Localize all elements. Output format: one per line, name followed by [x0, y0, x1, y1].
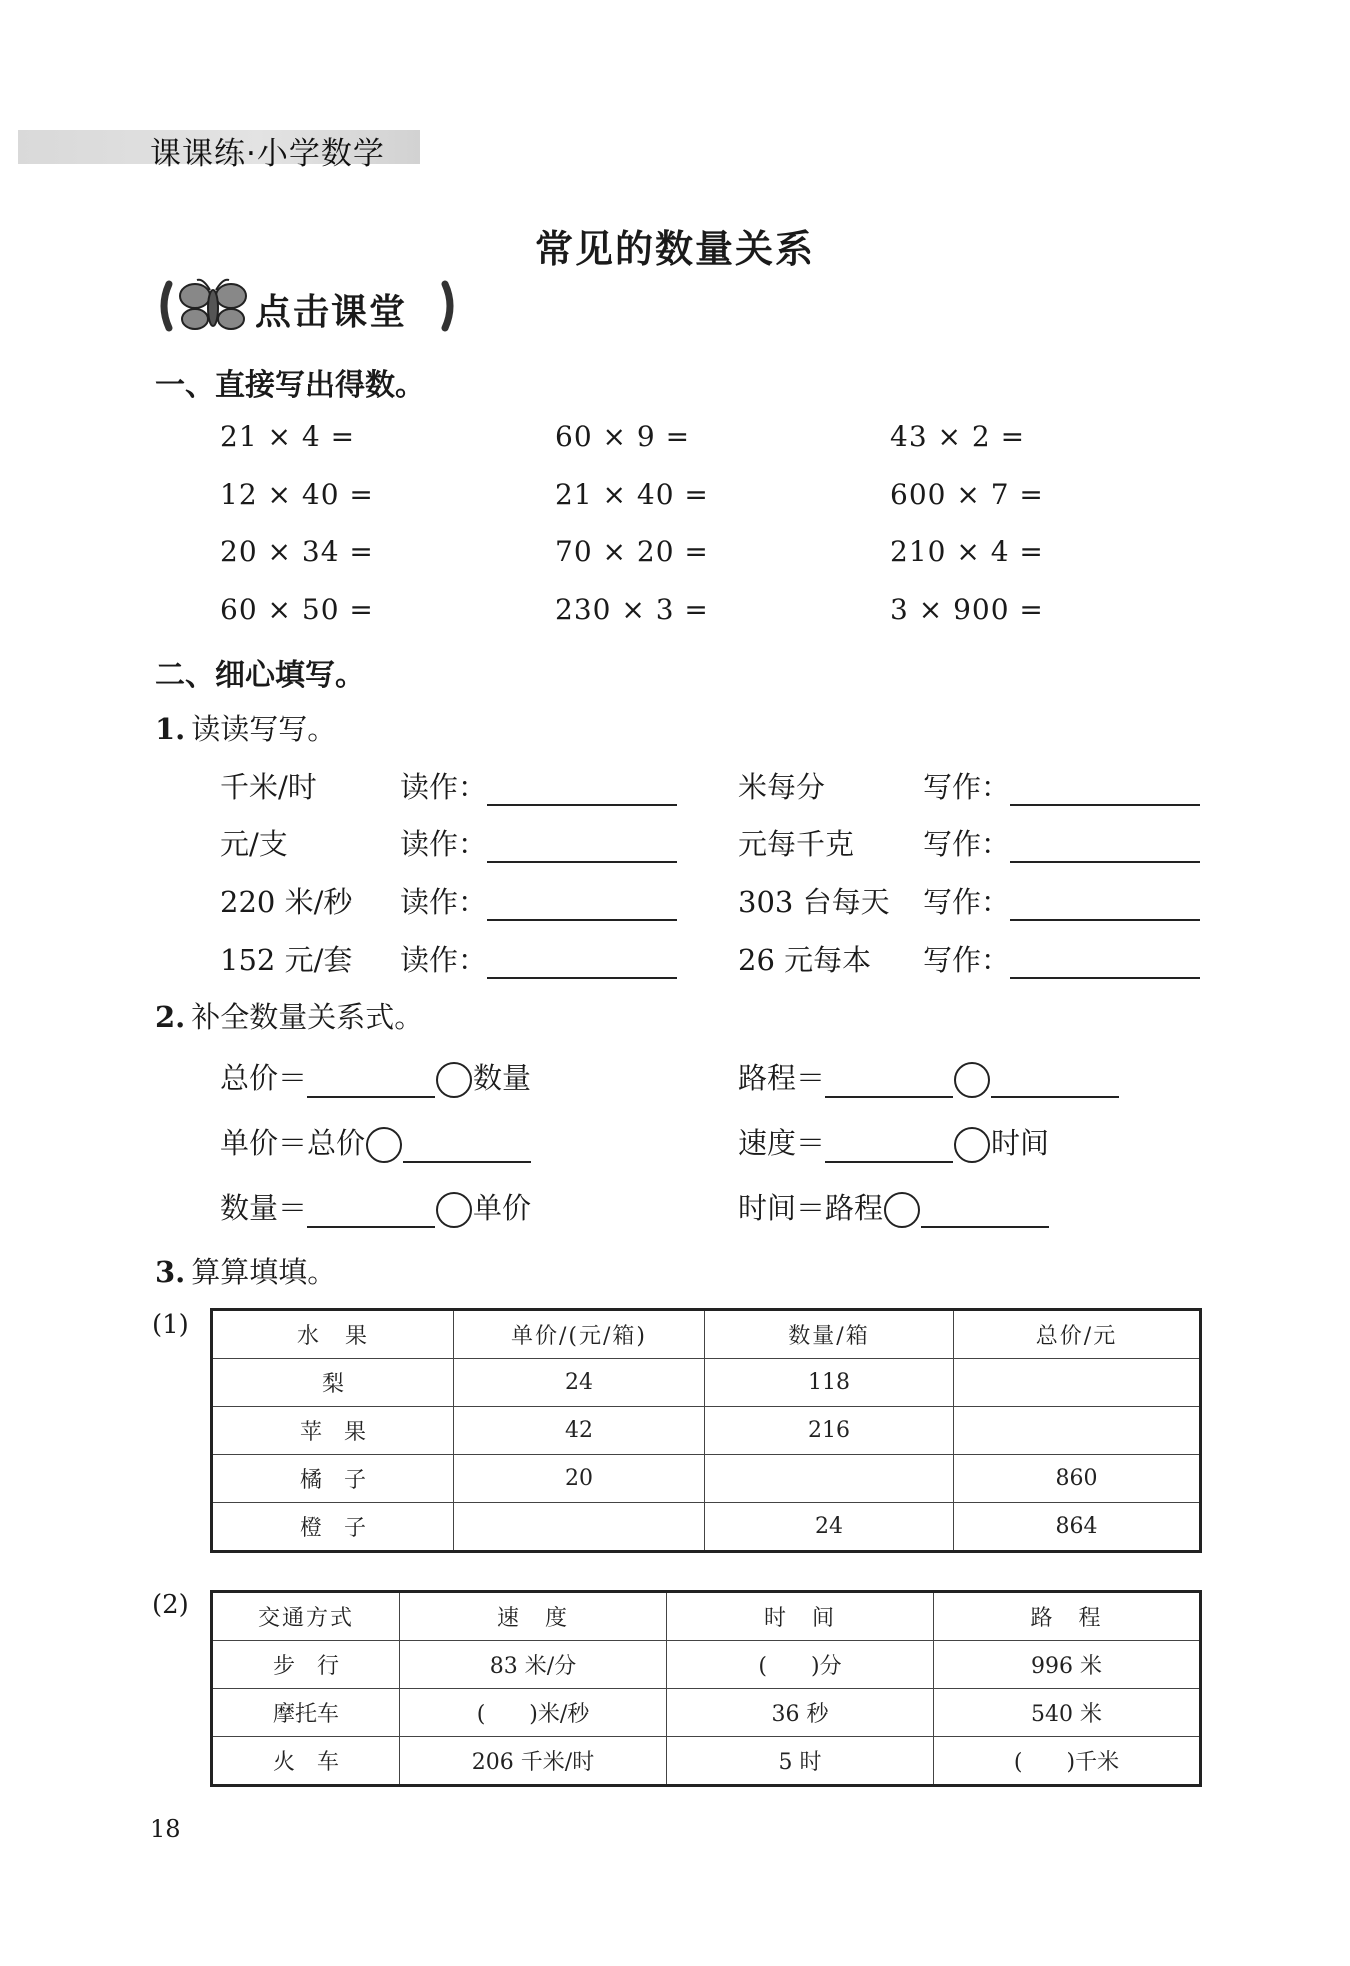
- table-cell-blank[interactable]: [705, 1455, 954, 1503]
- table-cell-blank[interactable]: ( )千米: [934, 1737, 1201, 1786]
- unit-term: 元/支: [220, 827, 288, 861]
- answer-blank[interactable]: [1010, 831, 1200, 863]
- table-row: [212, 1641, 1201, 1689]
- table-row: [212, 1407, 1201, 1455]
- answer-blank[interactable]: [487, 889, 677, 921]
- table-cell: 5 时: [667, 1737, 934, 1786]
- answer-blank[interactable]: [1010, 947, 1200, 979]
- answer-blank[interactable]: [921, 1196, 1049, 1228]
- answer-blank[interactable]: [825, 1066, 953, 1098]
- read-write-left: [220, 880, 677, 921]
- unit-term: 千米/时: [220, 770, 317, 804]
- table-cell: 摩托车: [212, 1689, 400, 1737]
- table-cell: 216: [705, 1407, 954, 1455]
- write-prompt: 写作：: [923, 770, 1011, 804]
- operator-circle[interactable]: [436, 1192, 472, 1228]
- formula-total-price: [220, 1056, 531, 1098]
- formula-unit-price: [220, 1121, 531, 1163]
- table-1-label: (1): [152, 1310, 189, 1340]
- butterfly-icon: [180, 280, 246, 329]
- operator-circle[interactable]: [884, 1192, 920, 1228]
- table-header-cell: 时 间: [667, 1592, 934, 1641]
- table-cell: 苹 果: [212, 1407, 454, 1455]
- table-cell: 橙 子: [212, 1503, 454, 1552]
- table-row: [212, 1455, 1201, 1503]
- read-write-left: [220, 938, 677, 979]
- calc-item: 43 × 2 =: [890, 420, 1026, 453]
- section2-heading: 二、细心填写。: [155, 658, 365, 693]
- table-cell: 206 千米/时: [400, 1737, 667, 1786]
- table-cell: 梨: [212, 1359, 454, 1407]
- table-header-cell: 交通方式: [212, 1592, 400, 1641]
- read-prompt: 读作：: [400, 943, 488, 977]
- answer-blank[interactable]: [825, 1131, 953, 1163]
- table-row: [212, 1737, 1201, 1786]
- table-header-cell: 速 度: [400, 1592, 667, 1641]
- answer-blank[interactable]: [1010, 774, 1200, 806]
- read-prompt: 读作：: [400, 885, 488, 919]
- unit-term: 米每分: [738, 770, 826, 804]
- table-cell: 24: [705, 1503, 954, 1552]
- formula-text: 总价＝: [220, 1061, 308, 1095]
- calc-item: 230 × 3 =: [555, 593, 709, 626]
- table-cell: 24: [454, 1359, 705, 1407]
- question-2-heading: [155, 995, 423, 1036]
- transport-table: [210, 1590, 1202, 1787]
- table-2-label: (2): [152, 1590, 189, 1620]
- table-cell: 42: [454, 1407, 705, 1455]
- table-cell: 火 车: [212, 1737, 400, 1786]
- unit-term: 220 米/秒: [220, 885, 353, 919]
- table-cell-blank[interactable]: ( )米/秒: [400, 1689, 667, 1737]
- read-prompt: 读作：: [400, 827, 488, 861]
- answer-blank[interactable]: [487, 831, 677, 863]
- calc-item: 60 × 9 =: [555, 420, 691, 453]
- formula-text: 时间: [991, 1126, 1050, 1160]
- table-cell-blank[interactable]: ( )分: [667, 1641, 934, 1689]
- operator-circle[interactable]: [436, 1062, 472, 1098]
- question-title: 算算填填。: [191, 1255, 337, 1289]
- answer-blank[interactable]: [307, 1066, 435, 1098]
- calc-item: 70 × 20 =: [555, 535, 709, 568]
- banner-label: 点击课堂: [255, 292, 408, 333]
- write-prompt: 写作：: [923, 885, 1011, 919]
- table-cell: 橘 子: [212, 1455, 454, 1503]
- question-1-heading: [155, 707, 336, 748]
- formula-speed: [738, 1121, 1049, 1163]
- table-cell-blank[interactable]: [454, 1503, 705, 1552]
- calc-item: 21 × 4 =: [220, 420, 356, 453]
- calc-item: 20 × 34 =: [220, 535, 374, 568]
- unit-term: 303 台每天: [738, 885, 890, 919]
- calc-item: 600 × 7 =: [890, 478, 1044, 511]
- answer-blank[interactable]: [1010, 889, 1200, 921]
- question-number: 1.: [155, 712, 186, 746]
- answer-blank[interactable]: [487, 947, 677, 979]
- read-write-left: [220, 765, 677, 806]
- question-title: 补全数量关系式。: [191, 1000, 424, 1034]
- table-cell-blank[interactable]: [954, 1359, 1201, 1407]
- read-write-right: [738, 880, 1200, 921]
- formula-text: 单价: [473, 1191, 532, 1225]
- section-banner: [155, 274, 455, 338]
- calc-item: 210 × 4 =: [890, 535, 1044, 568]
- formula-text: 时间＝路程: [738, 1191, 884, 1225]
- formula-text: 数量: [473, 1061, 532, 1095]
- table-cell: 996 米: [934, 1641, 1201, 1689]
- answer-blank[interactable]: [991, 1066, 1119, 1098]
- table-header-cell: 路 程: [934, 1592, 1201, 1641]
- page-title: 常见的数量关系: [534, 227, 815, 271]
- formula-text: 速度＝: [738, 1126, 826, 1160]
- calc-item: 60 × 50 =: [220, 593, 374, 626]
- write-prompt: 写作：: [923, 827, 1011, 861]
- table-cell: 36 秒: [667, 1689, 934, 1737]
- table-row: [212, 1689, 1201, 1737]
- read-write-right: [738, 765, 1200, 806]
- table-cell: 20: [454, 1455, 705, 1503]
- table-cell: 步 行: [212, 1641, 400, 1689]
- table-header-cell: 总价/元: [954, 1310, 1201, 1359]
- write-prompt: 写作：: [923, 943, 1011, 977]
- operator-circle[interactable]: [954, 1062, 990, 1098]
- table-cell: 540 米: [934, 1689, 1201, 1737]
- question-3-heading: [155, 1250, 336, 1291]
- section1-heading: 一、直接写出得数。: [155, 368, 425, 403]
- formula-text: 路程＝: [738, 1061, 826, 1095]
- calc-item: 12 × 40 =: [220, 478, 374, 511]
- unit-term: 26 元每本: [738, 943, 872, 977]
- question-number: 2.: [155, 1000, 186, 1034]
- formula-distance: [738, 1056, 1119, 1098]
- table-header-cell: 单价/(元/箱): [454, 1310, 705, 1359]
- question-number: 3.: [155, 1255, 186, 1289]
- book-title: 课课练·小学数学: [150, 136, 385, 172]
- table-row: [212, 1359, 1201, 1407]
- formula-quantity: [220, 1186, 531, 1228]
- table-cell: 83 米/分: [400, 1641, 667, 1689]
- unit-term: 元每千克: [738, 827, 855, 861]
- table-row: [212, 1503, 1201, 1552]
- read-write-right: [738, 938, 1200, 979]
- operator-circle[interactable]: [954, 1127, 990, 1163]
- answer-blank[interactable]: [307, 1196, 435, 1228]
- read-prompt: 读作：: [400, 770, 488, 804]
- calc-item: 21 × 40 =: [555, 478, 709, 511]
- table-header-row: [212, 1592, 1201, 1641]
- formula-time: [738, 1186, 1049, 1228]
- calc-item: 3 × 900 =: [890, 593, 1044, 626]
- question-title: 读读写写。: [191, 712, 337, 746]
- formula-text: 数量＝: [220, 1191, 308, 1225]
- table-header-cell: 数量/箱: [705, 1310, 954, 1359]
- table-cell: 118: [705, 1359, 954, 1407]
- table-cell-blank[interactable]: [954, 1407, 1201, 1455]
- page-number: 18: [150, 1815, 181, 1843]
- table-cell: 864: [954, 1503, 1201, 1552]
- answer-blank[interactable]: [403, 1131, 531, 1163]
- fruit-price-table: [210, 1308, 1202, 1553]
- read-write-left: [220, 822, 677, 863]
- table-cell: 860: [954, 1455, 1201, 1503]
- formula-text: 单价＝总价: [220, 1126, 366, 1160]
- table-header-cell: 水 果: [212, 1310, 454, 1359]
- operator-circle[interactable]: [366, 1127, 402, 1163]
- unit-term: 152 元/套: [220, 943, 353, 977]
- read-write-right: [738, 822, 1200, 863]
- table-header-row: [212, 1310, 1201, 1359]
- answer-blank[interactable]: [487, 774, 677, 806]
